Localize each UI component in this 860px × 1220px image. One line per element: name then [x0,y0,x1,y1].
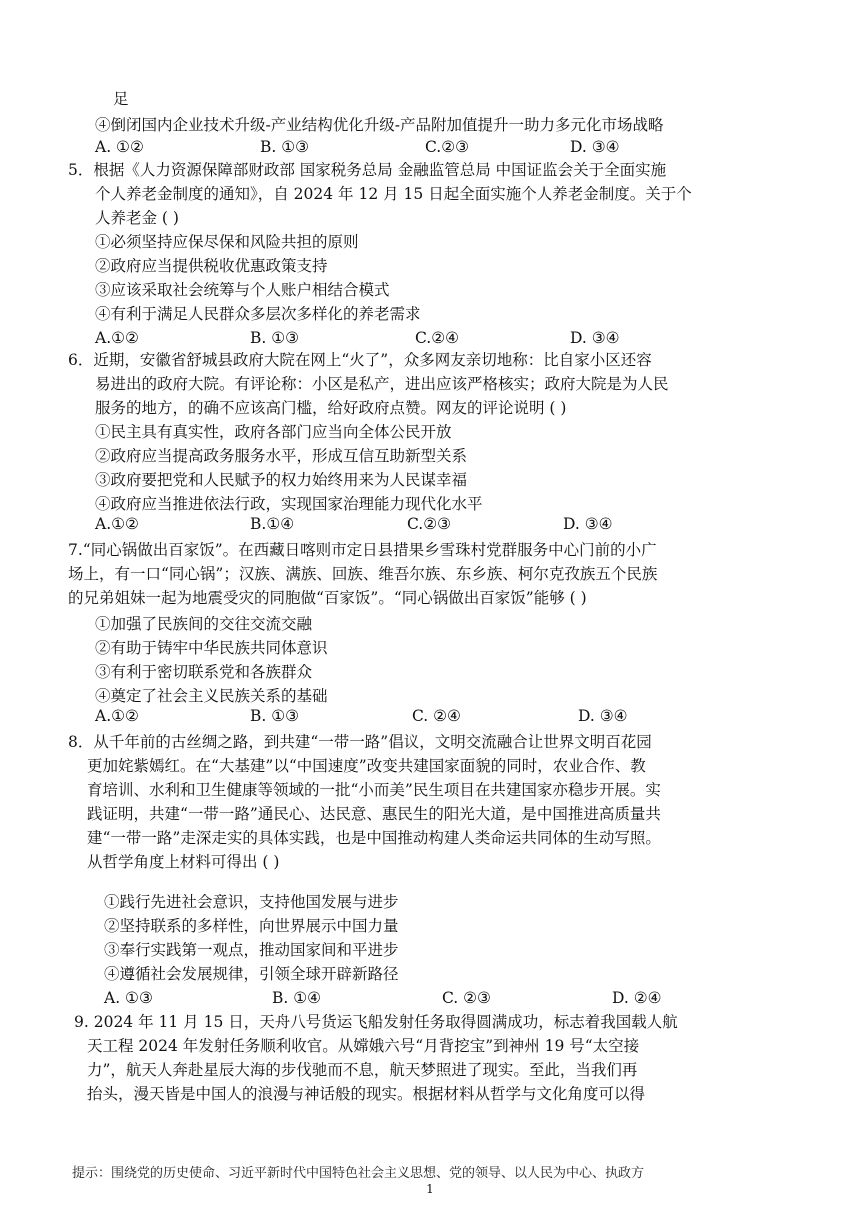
answer-option: D. ③④ [570,138,620,156]
answer-option: C.②③ [425,138,470,156]
answer-option: D. ③④ [563,515,613,533]
text-line: ③应该采取社会统筹与个人账户相结合模式 [95,281,390,299]
answer-option: C. ②③ [442,989,491,1007]
text-line: 更加姹紫嫣红。在“大基建”以“中国速度”改变共建国家面貌的同时，农业合作、教 [87,757,646,775]
text-line: ②政府应当提高政务服务水平，形成互信互助新型关系 [95,447,468,465]
answer-option: C.②③ [407,515,452,533]
answer-option: A.①② [95,515,139,533]
answer-option: A. ①② [95,138,144,156]
text-line: ③奉行实践第一观点，推动国家间和平进步 [104,941,399,959]
text-line: ①加强了民族间的交往交流交融 [95,615,313,633]
text-line: 7.“同心锅做出百家饭”。在西藏日喀则市定日县措果乡雪珠村党群服务中心门前的小广 [68,541,657,559]
text-line: 5．根据《人力资源保障部财政部 国家税务总局 金融监管总局 中国证监会关于全面实施 [68,161,667,179]
page-number: 1 [426,1182,434,1196]
answer-option: B. ①④ [272,989,322,1007]
text-line: ②坚持联系的多样性，向世界展示中国力量 [104,917,399,935]
text-line: ②政府应当提供税收优惠政策支持 [95,257,328,275]
text-line: 场上，有一口“同心锅”；汉族、满族、回族、维吾尔族、东乡族、柯尔克孜族五个民族 [68,565,658,583]
text-line: 践证明，共建“一带一路”通民心、达民意、惠民生的阳光大道，是中国推进高质量共 [87,805,661,823]
answer-option: A.①② [95,707,139,725]
answer-option: D. ②④ [612,989,662,1007]
text-line: ④奠定了社会主义民族关系的基础 [95,687,328,705]
answer-option: B.①④ [250,515,295,533]
answer-option: B. ①③ [250,707,300,725]
text-line: ③政府要把党和人民赋予的权力始终用来为人民谋幸福 [95,471,468,489]
answer-option: A.①② [95,329,139,347]
text-line: ④有利于满足人民群众多层次多样化的养老需求 [95,305,421,323]
text-line: 建“一带一路”走深走实的具体实践，也是中国推动构建人类命运共同体的生动写照。 [87,829,661,847]
text-line: 足 [113,90,129,108]
text-line: ④倒闭国内企业技术升级-产业结构优化升级-产品附加值提升一助力多元化市场战略 [95,116,664,134]
text-line: ①践行先进社会意识，支持他国发展与进步 [104,893,399,911]
text-line: 力”，航天人奔赴星辰大海的步伐驰而不息，航天梦照进了现实。至此，当我们再 [87,1061,638,1079]
answer-option: C.②④ [415,329,460,347]
text-line: 人养老金 ( ) [95,209,179,227]
answer-option: A. ①③ [104,989,153,1007]
text-line: 服务的地方，的确不应该高门槛，给好政府点赞。网友的评论说明 ( ) [95,399,567,417]
text-line: 天工程 2024 年发射任务顺利收官。从嫦娥六号“月背挖宝”到神州 19 号“太空接 [87,1037,640,1055]
text-line: 易进出的政府大院。有评论称：小区是私产，进出应该严格核实；政府大院是为人民 [95,375,669,393]
text-line: ④遵循社会发展规律，引领全球开辟新路径 [104,965,399,983]
text-line: 9. 2024 年 11 月 15 日，天舟八号货运飞船发射任务取得圆满成功，标志着我国载人航 [74,1013,678,1031]
text-line: 育培训、水利和卫生健康等领域的一批“小而美”民生项目在共建国家亦稳步开展。实 [87,781,661,799]
text-line: ①必须坚持应保尽保和风险共担的原则 [95,233,359,251]
answer-option: D. ③④ [578,707,628,725]
answer-option: D. ③④ [570,329,620,347]
text-line: ①民主具有真实性，政府各部门应当向全体公民开放 [95,423,452,441]
text-line: 从哲学角度上材料可得出 ( ) [87,853,280,871]
answer-option: C. ②④ [412,707,461,725]
text-line: ④政府应当推进依法行政，实现国家治理能力现代化水平 [95,495,483,513]
footer-hint: 提示：围绕党的历史使命、习近平新时代中国特色社会主义思想、党的领导、以人民为中心、执政方 [72,1166,645,1181]
text-line: ②有助于铸牢中华民族共同体意识 [95,639,328,657]
answer-option: B. ①③ [250,329,300,347]
text-line: 8．从千年前的古丝绸之路，到共建“一带一路”倡议，文明交流融合让世界文明百花园 [68,733,652,751]
answer-option: B. ①③ [260,138,310,156]
text-line: 抬头，漫天皆是中国人的浪漫与神话般的现实。根据材料从哲学与文化角度可以得 [87,1085,646,1103]
text-line: 的兄弟姐妹一起为地震受灾的同胞做“百家饭”。“同心锅做出百家饭”能够 ( ) [68,589,587,607]
text-line: 个人养老金制度的通知》，自 2024 年 12 月 15 日起全面实施个人养老金制度。关于个 [95,185,692,203]
text-line: ③有利于密切联系党和各族群众 [95,663,313,681]
text-line: 6．近期，安徽省舒城县政府大院在网上“火了”，众多网友亲切地称：比自家小区还容 [68,351,652,369]
